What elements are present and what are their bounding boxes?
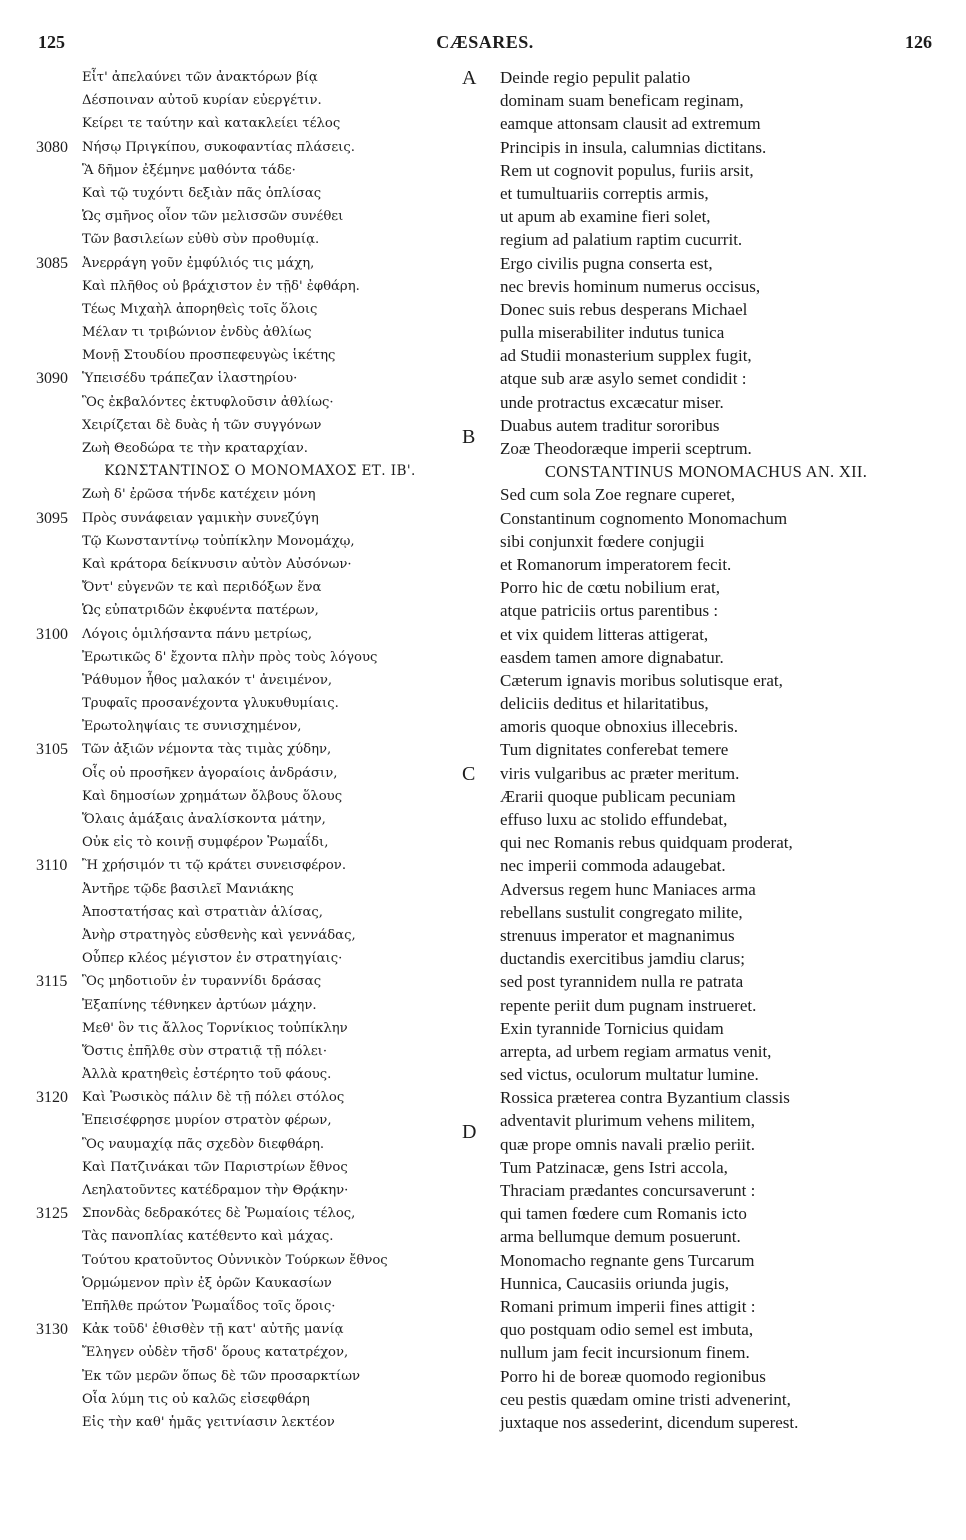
greek-line: Καὶ πλῆθος οὐ βράχιστον ἐν τῇδ' ἐφθάρη.: [82, 278, 360, 294]
latin-line: Sed cum sola Zoe regnare cuperet,: [500, 485, 736, 505]
greek-line: Ἀποστατήσας καὶ στρατιὰν ἁλίσας,: [82, 904, 323, 920]
latin-line: deliciis deditus et hilaritatibus,: [500, 694, 709, 714]
greek-line: 3080 Νήσῳ Πριγκίπου, συκοφαντίας πλάσεις.: [36, 136, 484, 159]
line-number: 3080: [36, 138, 68, 156]
greek-line: Ἔληγεν οὐδὲν τῆσδ' ὅρους κατατρέχον,: [82, 1345, 349, 1361]
latin-line: juxtaque nos assederint, dicendum superest.: [500, 1412, 799, 1432]
greek-line: Χειρίζεται δὲ δυὰς ἡ τῶν συγγόνων: [82, 417, 322, 433]
greek-line: Τέως Μιχαὴλ ἀπορηθεὶς τοῖς ὅλοις: [82, 301, 318, 317]
latin-line: Monomacho regnante gens Turcarum: [500, 1250, 755, 1270]
greek-line: 3110 Ἢ χρήσιμόν τι τῷ κράτει συνεισφέρον.: [36, 854, 484, 877]
greek-line: Οὐκ εἰς τὸ κοινῇ συμφέρον Ῥωμαΐδι,: [82, 835, 329, 851]
greek-line: Καὶ δημοσίων χρημάτων ὄλβους ὅλους: [82, 788, 343, 804]
greek-line: Ἀντῆρε τῷδε βασιλεῖ Μανιάκης: [82, 881, 294, 897]
greek-line: Ἀλλὰ κρατηθεὶς ἐστέρητο τοῦ φάους.: [82, 1067, 332, 1083]
latin-line: Zoæ Theodoræque imperii sceptrum.: [500, 439, 752, 458]
greek-line: Κείρει τε ταύτην καὶ κατακλείει τέλος: [82, 116, 341, 132]
latin-line: pulla miserabiliter indutus tunica: [500, 323, 725, 343]
section-marker-b: B: [462, 425, 476, 448]
greek-line: Τῷ Κωνσταντίνῳ τοὐπίκλην Μονομάχῳ,: [82, 533, 355, 549]
greek-line: Καὶ τῷ τυχόντι δεξιὰν πᾶς ὁπλίσας: [82, 185, 322, 201]
greek-line: Ὄντ' εὐγενῶν τε καὶ περιδόξων ἕνα: [82, 580, 322, 596]
greek-line: Εἶτ' ἀπελαύνει τῶν ἀνακτόρων βίᾳ: [82, 70, 318, 85]
greek-line: Καὶ κράτορα δείκνυσιν αὐτὸν Αὐσόνων·: [82, 556, 352, 572]
latin-line: atque patriciis ortus parentibus :: [500, 601, 719, 621]
latin-text-column: [462, 66, 926, 1434]
latin-line: effuso luxu ac stolido effundebat,: [500, 810, 728, 829]
latin-line: A Deinde regio pepulit palatio: [462, 67, 691, 89]
latin-line: arma bellumque demum posuerunt.: [500, 1227, 741, 1247]
section-marker-d: D: [462, 1121, 477, 1144]
greek-line: Ὅλαις ἁμάξαις ἀναλίσκοντα μάτην,: [82, 812, 326, 827]
latin-line: ad Studii monasterium supplex fugit,: [500, 346, 752, 366]
latin-line: et tumultuariis correptis armis,: [500, 183, 709, 203]
latin-line: ceu pestis quædam omine tristi advenerint,: [500, 1389, 791, 1409]
line-number: 3125: [36, 1205, 68, 1223]
greek-line: Ἃ δῆμον ἐξέμηνε μαθόντα τάδε·: [82, 162, 296, 178]
latin-line: Rossica præterea contra Byzantium classis: [500, 1088, 790, 1108]
latin-line: quæ prope omnis navali prælio periit.: [500, 1134, 755, 1154]
greek-line: Οἷα λύμη τις οὐ καλῶς εἰσεφθάρη: [82, 1391, 310, 1407]
latin-line: atque sub aræ asylo semet condidit :: [500, 369, 747, 389]
latin-line: et Romanorum imperatorem fecit.: [500, 554, 732, 574]
latin-line: ut apum ab examine fieri solet,: [500, 207, 711, 227]
greek-line: Ἐπεισέφρησε μυρίον στρατὸν φέρων,: [82, 1113, 332, 1129]
latin-line: Cæterum ignavis moribus solutisque erat,: [500, 670, 783, 690]
latin-line: Thraciam prædantes concursaverunt :: [500, 1181, 756, 1200]
latin-line: Adversus regem hunc Maniaces arma: [500, 879, 756, 899]
greek-line: Οὗπερ κλέος μέγιστον ἐν στρατηγίαις·: [82, 951, 343, 967]
latin-line: D adventavit plurimum vehens militem,: [462, 1111, 755, 1144]
greek-line: Ὁρμώμενον πρὶν ἐξ ὁρῶν Καυκασίων: [82, 1275, 332, 1291]
latin-line: nullum jam fecit incursionum finem.: [500, 1343, 750, 1363]
latin-line: repente periit dum pugnam instrueret.: [500, 995, 757, 1015]
greek-line: Εἰς τὴν καθ' ἡμᾶς γειτνίασιν λεκτέον: [82, 1414, 335, 1430]
latin-line: arrepta, ad urbem regiam armatus venit,: [500, 1041, 772, 1061]
running-header: [38, 32, 932, 56]
page-number-right: 126: [905, 32, 932, 52]
line-number: 3095: [36, 509, 68, 527]
line-number: 3115: [36, 973, 68, 991]
greek-line: Καὶ Πατζινάκαι τῶν Παριστρίων ἔθνος: [82, 1159, 348, 1175]
greek-line: 3090 Ὑπεισέδυ τράπεζαν ἱλαστηρίου·: [36, 367, 484, 390]
latin-line: Tum dignitates conferebat temere: [500, 740, 729, 760]
line-number: 3085: [36, 254, 68, 272]
greek-line: Ἐρωτοληψίαις τε συνισχημένον,: [82, 719, 302, 735]
greek-line: 3130 Κἀκ τοῦδ' ἐθισθὲν τῇ κατ' αὐτῆς μανίᾳ: [36, 1318, 484, 1341]
page-number-left: 125: [38, 32, 65, 52]
line-number: 3105: [36, 741, 68, 759]
latin-line: Donec suis rebus desperans Michael: [500, 299, 748, 319]
latin-line: amoris quoque obnoxius illecebris.: [500, 717, 738, 737]
latin-line: C viris vulgaribus ac præter meritum.: [462, 762, 740, 785]
greek-line: Μεθ' ὃν τις ἄλλος Τορνίκιος τοὐπίκλην: [82, 1020, 348, 1036]
greek-line: Ὡς σμῆνος οἷον τῶν μελισσῶν συνέθει: [82, 209, 344, 225]
greek-line: Ζωὴ δ' ἐρῶσα τήνδε κατέχειν μόνη: [82, 487, 316, 503]
latin-line: Hunnica, Caucasiis oriunda jugis,: [500, 1273, 729, 1293]
section-marker-a: A: [462, 67, 477, 89]
latin-line: rebellans sustulit congregato milite,: [500, 902, 743, 922]
greek-line: Ὡς εὐπατριδῶν ἐκφυέντα πατέρων,: [82, 603, 319, 619]
greek-line: Ζωὴ Θεοδώρα τε τὴν κραταρχίαν.: [82, 441, 308, 456]
latin-line: sibi conjunxit fœdere conjugii: [500, 531, 705, 551]
running-title: CÆSARES.: [436, 32, 534, 52]
greek-line: Ἐπῆλθε πρώτον Ῥωμαΐδος τοῖς ὅροις·: [82, 1298, 336, 1314]
latin-line: Exin tyrannide Tornicius quidam: [500, 1018, 724, 1038]
line-number: 3100: [36, 625, 68, 643]
line-number: 3110: [36, 857, 68, 875]
greek-section-heading: ΚΩΝΣΤΑΝΤΙΝΟΣ Ο ΜΟΝΟΜΑΧΟΣ ΕΤ. ΙΒ'.: [104, 463, 416, 480]
latin-line: nec brevis hominum numerus occisus,: [500, 276, 761, 296]
greek-line: 3085 Ἀνερράγη γοῦν ἐμφύλιός τις μάχη,: [36, 252, 484, 275]
greek-line: Οἷς οὐ προσῆκεν ἀγοραίοις ἀνδράσιν,: [82, 765, 338, 781]
latin-line: Porro hic de cœtu nobilium erat,: [500, 578, 721, 598]
latin-line: qui tamen fœdere cum Romanis icto: [500, 1204, 747, 1224]
latin-line: Principis in insula, calumnias dictitans.: [500, 137, 767, 157]
greek-line: Λεηλατοῦντες κατέδραμον τὴν Θρᾴκην·: [82, 1183, 349, 1198]
greek-line: 3105 Τῶν ἀξιῶν νέμοντα τὰς τιμὰς χύδην,: [36, 738, 484, 761]
greek-line: Ἐρωτικῶς δ' ἔχοντα πλὴν πρὸς τοὺς λόγους: [82, 649, 378, 665]
latin-section-heading: CONSTANTINUS MONOMACHUS AN. XII.: [544, 462, 868, 482]
latin-line: ductandis exercitibus jamdiu clarus;: [500, 949, 746, 969]
latin-line: Ærarii quoque publicam pecuniam: [500, 786, 736, 806]
latin-line: easdem tamen amore dignabatur.: [500, 647, 724, 667]
latin-line: unde protractus excæcatur miser.: [500, 392, 724, 412]
greek-line: 3125 Σπονδὰς δεδρακότες δὲ Ῥωμαίοις τέλος,: [36, 1202, 484, 1225]
latin-line: B Duabus autem traditur sororibus: [462, 415, 720, 448]
greek-line: Δέσποιναν αὐτοῦ κυρίαν εὐεργέτιν.: [82, 93, 322, 109]
greek-line: Ῥάθυμον ἦθος μαλακόν τ' ἀνειμένον,: [82, 672, 333, 688]
latin-line: sed post tyrannidem nulla re patrata: [500, 972, 744, 992]
greek-line: Ἐξαπίνης τέθνηκεν ἀρτύων μάχην.: [82, 997, 317, 1013]
latin-line: Ergo civilis pugna conserta est,: [500, 253, 713, 273]
latin-line: nec imperii commoda adaugebat.: [500, 856, 726, 876]
latin-line: sed victus, oculorum multatur lumine.: [500, 1065, 759, 1085]
latin-line: Porro hi de boreæ quomodo regionibus: [500, 1366, 766, 1386]
line-number: 3090: [36, 370, 68, 388]
greek-line: Ὃς ἐκβαλόντες ἐκτυφλοῦσιν ἀθλίως·: [82, 394, 334, 410]
greek-line: Ἀνὴρ στρατηγὸς εὐσθενὴς καὶ γεννάδας,: [82, 927, 356, 943]
greek-line: 3120 Καὶ Ῥωσικὸς πάλιν δὲ τῇ πόλει στόλος: [36, 1086, 484, 1109]
greek-line: Μέλαν τι τριβώνιον ἐνδὺς ἀθλίως: [82, 325, 312, 341]
greek-line: 3115 Ὃς μηδοτιοῦν ἐν τυραννίδι δράσας: [36, 970, 484, 993]
greek-text-column: [36, 66, 484, 1434]
greek-line: Τῶν βασιλείων εὐθὺ σὺν προθυμίᾳ.: [82, 232, 320, 248]
latin-line: regium ad palatium raptim cucurrit.: [500, 230, 743, 250]
greek-line: Ὅστις ἐπῆλθε σὺν στρατιᾷ τῇ πόλει·: [82, 1043, 328, 1059]
latin-line: Constantinum cognomento Monomachum: [500, 508, 788, 528]
greek-line: Μονῇ Στουδίου προσπεφευγὼς ἱκέτης: [82, 348, 336, 364]
latin-line: eamque attonsam clausit ad extremum: [500, 114, 761, 134]
latin-line: Romani primum imperii fines attigit :: [500, 1296, 756, 1316]
latin-line: dominam suam beneficam reginam,: [500, 91, 744, 111]
latin-line: strenuus imperator et magnanimus: [500, 925, 735, 945]
latin-line: et vix quidem litteras attigerat,: [500, 624, 709, 644]
greek-line: Τούτου κρατοῦντος Οὐννικὸν Τούρκων ἔθνος: [82, 1252, 388, 1268]
section-marker-c: C: [462, 762, 476, 785]
latin-line: Tum Patzinacæ, gens Istri accola,: [500, 1157, 728, 1177]
greek-line: 3095 Πρὸς συνάφειαν γαμικὴν συνεζύγη: [36, 507, 484, 530]
line-number: 3120: [36, 1089, 68, 1107]
greek-line: Τὰς πανοπλίας κατέθεντο καὶ μάχας.: [82, 1229, 334, 1245]
greek-line: 3100 Λόγοις ὁμιλήσαντα πάνυ μετρίως,: [36, 623, 484, 646]
latin-line: Rem ut cognovit populus, furiis arsit,: [500, 160, 754, 180]
line-number: 3130: [36, 1321, 68, 1339]
greek-line: Ἐκ τῶν μερῶν ὅπως δὲ τῶν προσαρκτίων: [82, 1368, 360, 1384]
greek-line: Ὃς ναυμαχίᾳ πᾶς σχεδὸν διεφθάρη.: [82, 1136, 325, 1152]
greek-line: Τρυφαῖς προσανέχοντα γλυκυθυμίαις.: [82, 696, 339, 712]
latin-line: qui nec Romanis rebus quidquam proderat,: [500, 833, 793, 853]
latin-line: quo postquam odio semel est imbuta,: [500, 1320, 754, 1340]
